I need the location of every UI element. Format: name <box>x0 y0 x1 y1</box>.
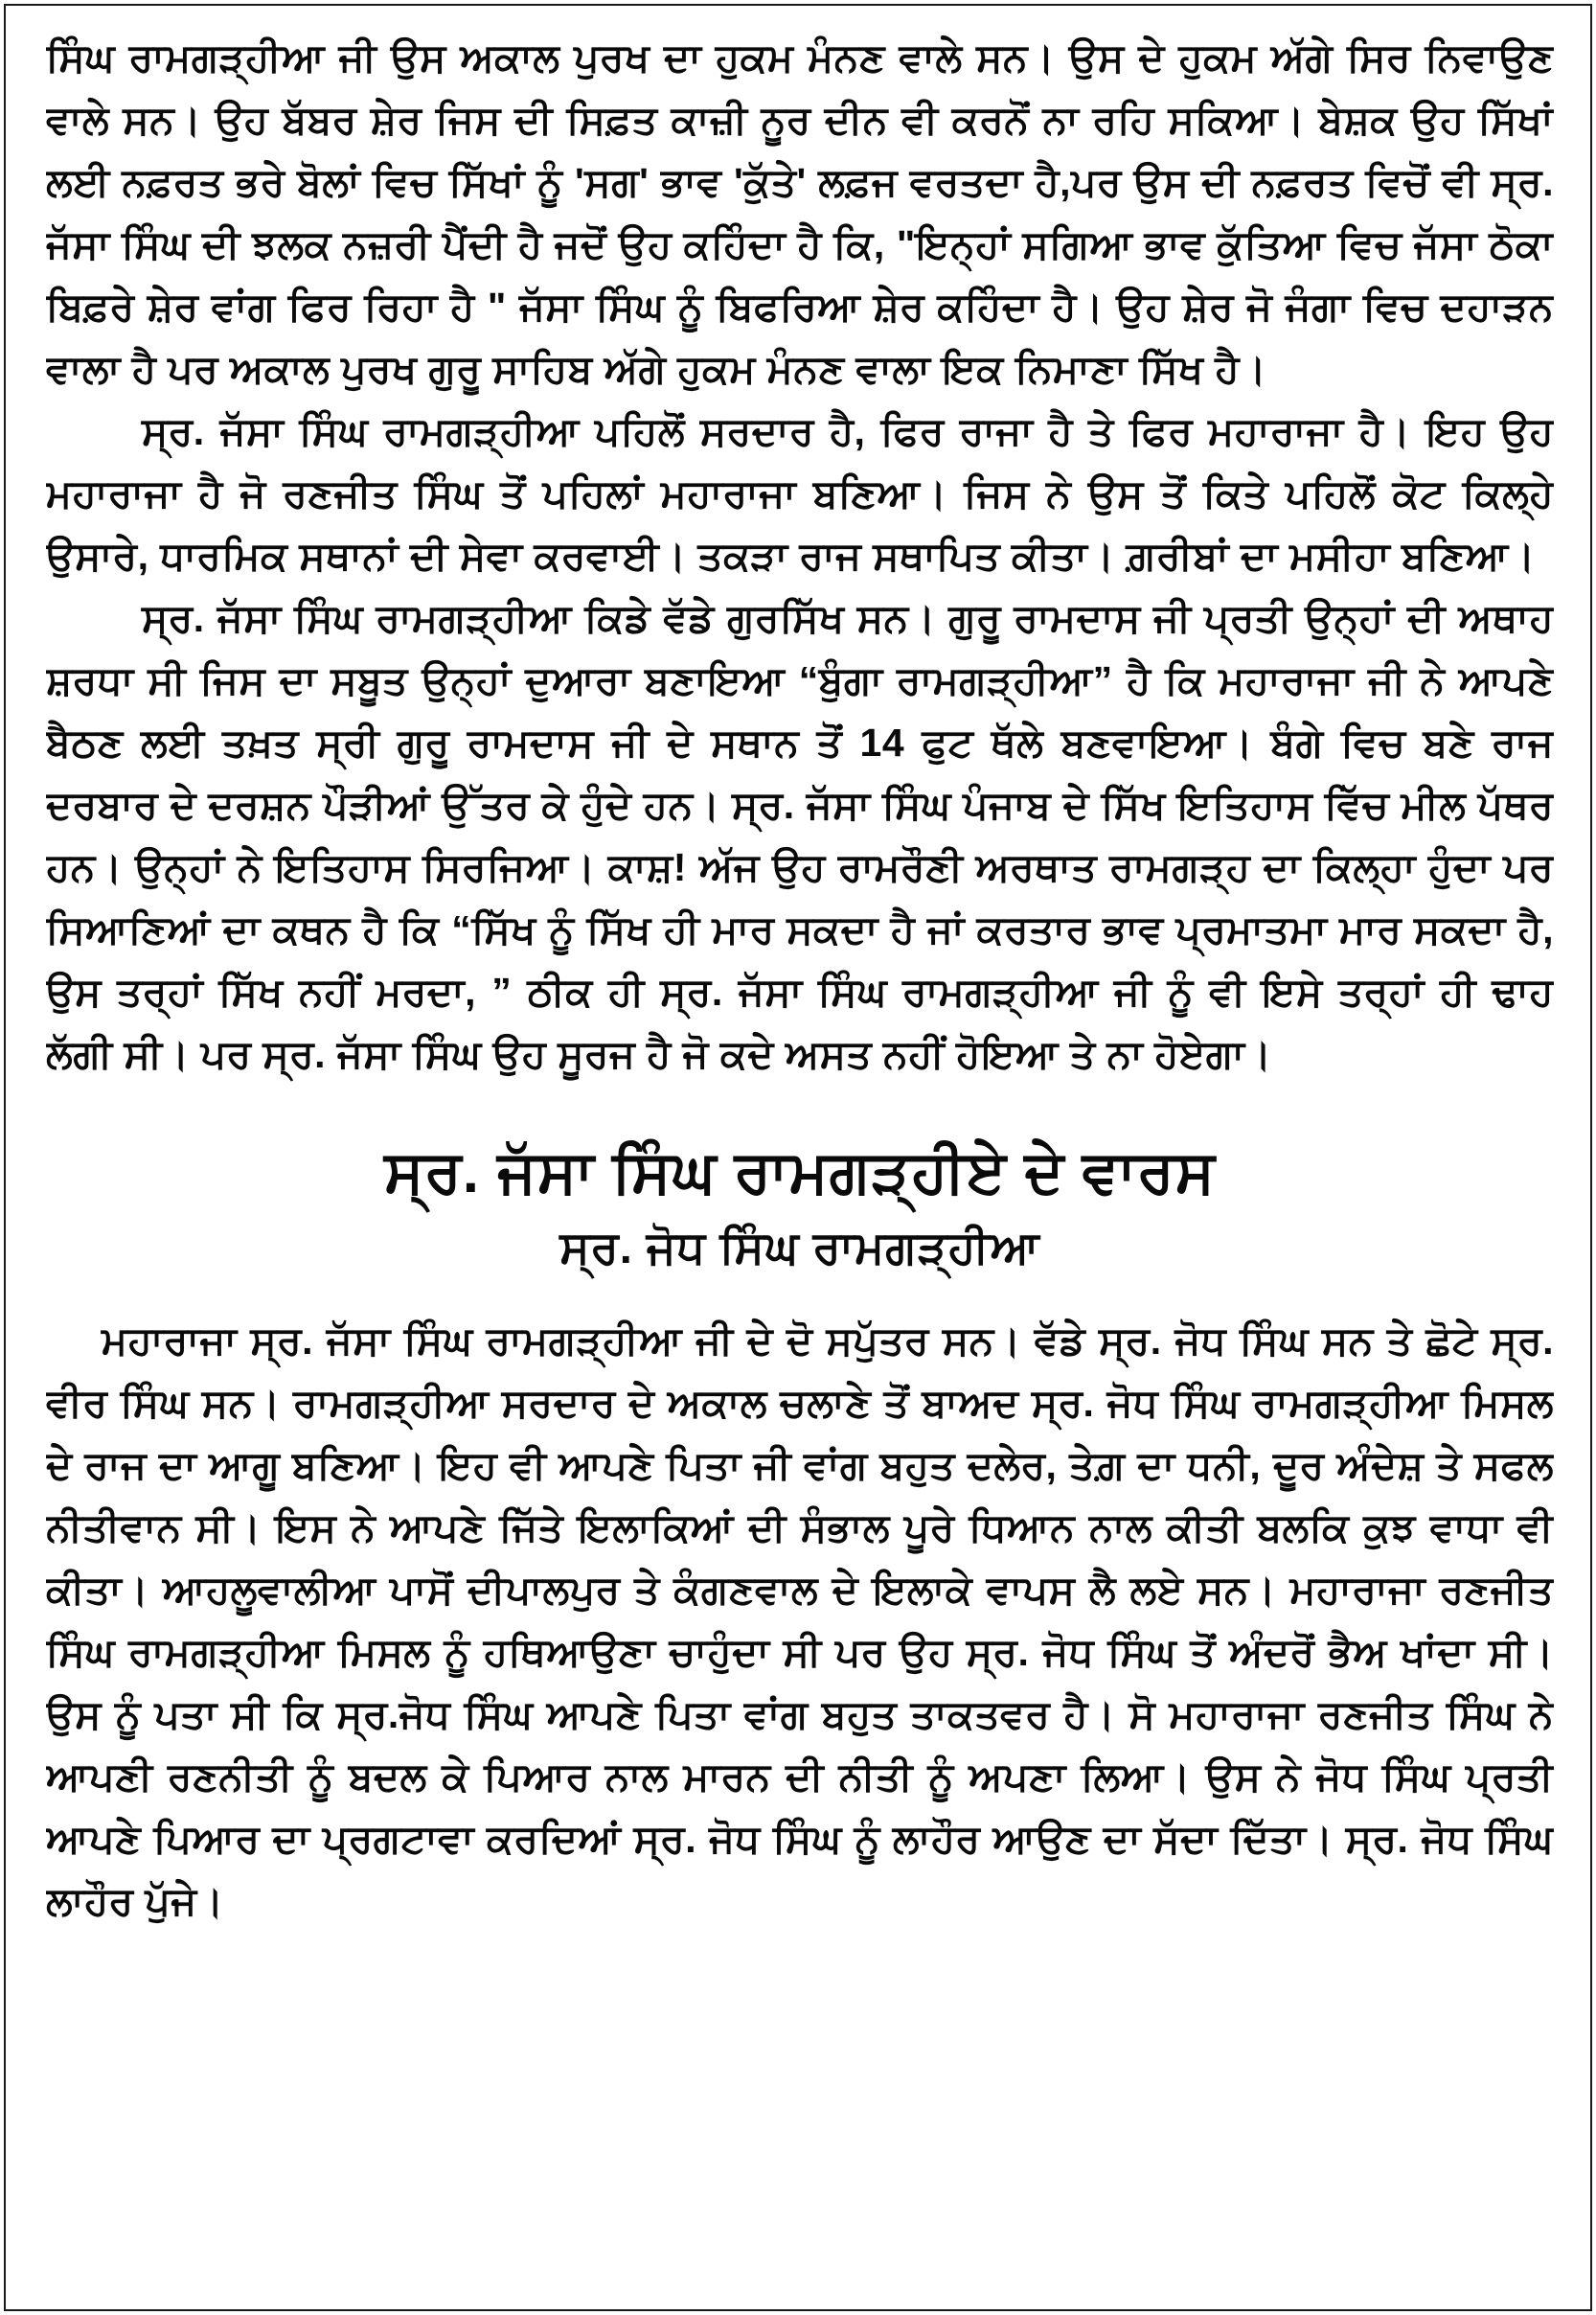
paragraph-gursikh-bunga-ramgarhia: ਸ੍ਰ. ਜੱਸਾ ਸਿੰਘ ਰਾਮਗੜ੍ਹੀਆ ਕਿਡੇ ਵੱਡੇ ਗੁਰਸਿੱਖ ਸਨ। ਗੁਰੂ ਰਾਮਦਾਸ ਜੀ ਪ੍ਰਤੀ ਉਨ੍ਹਾਂ ਦੀ ਅਥਾਹ ਸ਼ਰਧਾ ਸੀ ਜਿਸ ਦਾ ਸਬੂਤ ਉਨ੍ਹਾਂ ਦੁਆਰਾ ਬਣਾਇਆ “ਬੁੰਗਾ ਰਾਮਗੜ੍ਹੀਆ” ਹੈ ਕਿ ਮਹਾਰਾਜਾ ਜੀ ਨੇ ਆਪਣੇ ਬੈਠਣ ਲਈ ਤਖ਼ਤ ਸ੍ਰੀ ਗੁਰੂ ਰਾਮਦਾਸ ਜੀ ਦੇ ਸਥਾਨ ਤੋਂ 14 ਫੁਟ ਥੱਲੇ ਬਣਵਾਇਆ। ਬੰਗੇ ਵਿਚ ਬਣੇ ਰਾਜ ਦਰਬਾਰ ਦੇ ਦਰਸ਼ਨ ਪੌੜੀਆਂ ਉੱਤਰ ਕੇ ਹੁੰਦੇ ਹਨ। ਸ੍ਰ. ਜੱਸਾ ਸਿੰਘ ਪੰਜਾਬ ਦੇ ਸਿੱਖ ਇਤਿਹਾਸ ਵਿੱਚ ਮੀਲ ਪੱਥਰ ਹਨ। ਉਨ੍ਹਾਂ ਨੇ ਇਤਿਹਾਸ ਸਿਰਜਿਆ। ਕਾਸ਼! ਅੱਜ ਉਹ ਰਾਮਰੌਣੀ ਅਰਥਾਤ ਰਾਮਗੜ੍ਹ ਦਾ ਕਿਲ੍ਹਾ ਹੁੰਦਾ ਪਰ ਸਿਆਣਿਆਂ ਦਾ ਕਥਨ ਹੈ ਕਿ “ਸਿੱਖ ਨੂੰ ਸਿੱਖ ਹੀ ਮਾਰ ਸਕਦਾ ਹੈ ਜਾਂ ਕਰਤਾਰ ਭਾਵ ਪ੍ਰਮਾਤਮਾ ਮਾਰ ਸਕਦਾ ਹੈ, ਉਸ ਤਰ੍ਹਾਂ ਸਿੱਖ ਨਹੀਂ ਮਰਦਾ, ” ਠੀਕ ਹੀ ਸ੍ਰ. ਜੱਸਾ ਸਿੰਘ ਰਾਮਗੜ੍ਹੀਆ ਜੀ ਨੂੰ ਵੀ ਇਸੇ ਤਰ੍ਹਾਂ ਹੀ ਢਾਹ ਲੱਗੀ ਸੀ। ਪਰ ਸ੍ਰ. ਜੱਸਾ ਸਿੰਘ ਉਹ ਸੂਰਜ ਹੈ ਜੋ ਕਦੇ ਅਸਤ ਨਹੀਂ ਹੋਇਆ ਤੇ ਨਾ ਹੋਏਗਾ। <box>46 596 1554 1076</box>
paragraph-jodh-singh-misl: ਮਹਾਰਾਜਾ ਸ੍ਰ. ਜੱਸਾ ਸਿੰਘ ਰਾਮਗੜ੍ਹੀਆ ਜੀ ਦੇ ਦੋ ਸਪੁੱਤਰ ਸਨ। ਵੱਡੇ ਸ੍ਰ. ਜੋਧ ਸਿੰਘ ਸਨ ਤੇ ਛੋਟੇ ਸ੍ਰ. ਵੀਰ ਸਿੰਘ ਸਨ। ਰਾਮਗੜ੍ਹੀਆ ਸਰਦਾਰ ਦੇ ਅਕਾਲ ਚਲਾਣੇ ਤੋਂ ਬਾਅਦ ਸ੍ਰ. ਜੋਧ ਸਿੰਘ ਰਾਮਗੜ੍ਹੀਆ ਮਿਸਲ ਦੇ ਰਾਜ ਦਾ ਆਗੂ ਬਣਿਆ। ਇਹ ਵੀ ਆਪਣੇ ਪਿਤਾ ਜੀ ਵਾਂਗ ਬਹੁਤ ਦਲੇਰ, ਤੇਗ਼ ਦਾ ਧਨੀ, ਦੂਰ ਅੰਦੇਸ਼ ਤੇ ਸਫਲ ਨੀਤੀਵਾਨ ਸੀ। ਇਸ ਨੇ ਆਪਣੇ ਜਿੱਤੇ ਇਲਾਕਿਆਂ ਦੀ ਸੰਭਾਲ ਪੂਰੇ ਧਿਆਨ ਨਾਲ ਕੀਤੀ ਬਲਕਿ ਕੁਝ ਵਾਧਾ ਵੀ ਕੀਤਾ। ਆਹਲੂਵਾਲੀਆ ਪਾਸੋਂ ਦੀਪਾਲਪੁਰ ਤੇ ਕੰਗਣਵਾਲ ਦੇ ਇਲਾਕੇ ਵਾਪਸ ਲੈ ਲਏ ਸਨ। ਮਹਾਰਾਜਾ ਰਣਜੀਤ ਸਿੰਘ ਰਾਮਗੜ੍ਹੀਆ ਮਿਸਲ ਨੂੰ ਹਥਿਆਉਣਾ ਚਾਹੁੰਦਾ ਸੀ ਪਰ ਉਹ ਸ੍ਰ. ਜੋਧ ਸਿੰਘ ਤੋਂ ਅੰਦਰੋਂ ਭੈਅ ਖਾਂਦਾ ਸੀ। ਉਸ ਨੂੰ ਪਤਾ ਸੀ ਕਿ ਸ੍ਰ.ਜੋਧ ਸਿੰਘ ਆਪਣੇ ਪਿਤਾ ਵਾਂਗ ਬਹੁਤ ਤਾਕਤਵਰ ਹੈ। ਸੋ ਮਹਾਰਾਜਾ ਰਣਜੀਤ ਸਿੰਘ ਨੇ ਆਪਣੀ ਰਣਨੀਤੀ ਨੂੰ ਬਦਲ ਕੇ ਪਿਆਰ ਨਾਲ ਮਾਰਨ ਦੀ ਨੀਤੀ ਨੂੰ ਅਪਣਾ ਲਿਆ। ਉਸ ਨੇ ਜੋਧ ਸਿੰਘ ਪ੍ਰਤੀ ਆਪਣੇ ਪਿਆਰ ਦਾ ਪ੍ਰਗਟਾਵਾ ਕਰਦਿਆਂ ਸ੍ਰ. ਜੋਧ ਸਿੰਘ ਨੂੰ ਲਾਹੌਰ ਆਉਣ ਦਾ ਸੱਦਾ ਦਿੱਤਾ। ਸ੍ਰ. ਜੋਧ ਸਿੰਘ ਲਾਹੌਰ ਪੁੱਜੇ। <box>46 1318 1554 1923</box>
document-page <box>46 27 1554 2296</box>
paragraph-jassa-singh-akal-purakh: ਸਿੰਘ ਰਾਮਗੜ੍ਹੀਆ ਜੀ ਉਸ ਅਕਾਲ ਪੁਰਖ ਦਾ ਹੁਕਮ ਮੰਨਣ ਵਾਲੇ ਸਨ। ਉਸ ਦੇ ਹੁਕਮ ਅੱਗੇ ਸਿਰ ਨਿਵਾਉਣ ਵਾਲੇ ਸਨ। ਉਹ ਬੱਬਰ ਸ਼ੇਰ ਜਿਸ ਦੀ ਸਿਫ਼ਤ ਕਾਜ਼ੀ ਨੂਰ ਦੀਨ ਵੀ ਕਰਨੋਂ ਨਾ ਰਹਿ ਸਕਿਆ। ਬੇਸ਼ਕ ਉਹ ਸਿੱਖਾਂ ਲਈ ਨਫ਼ਰਤ ਭਰੇ ਬੋਲਾਂ ਵਿਚ ਸਿੱਖਾਂ ਨੂੰ 'ਸਗ' ਭਾਵ 'ਕੁੱਤੇ' ਲਫ਼ਜ ਵਰਤਦਾ ਹੈ,ਪਰ ਉਸ ਦੀ ਨਫ਼ਰਤ ਵਿਚੋਂ ਵੀ ਸ੍ਰ. ਜੱਸਾ ਸਿੰਘ ਦੀ ਝਲਕ ਨਜ਼ਰੀ ਪੈਂਦੀ ਹੈ ਜਦੋਂ ਉਹ ਕਹਿੰਦਾ ਹੈ ਕਿ, "ਇਨ੍ਹਾਂ ਸਗਿਆ ਭਾਵ ਕੁੱਤਿਆ ਵਿਚ ਜੱਸਾ ਠੋਕਾ ਬਿਫ਼ਰੇ ਸ਼ੇਰ ਵਾਂਗ ਫਿਰ ਰਿਹਾ ਹੈ " ਜੱਸਾ ਸਿੰਘ ਨੂੰ ਬਿਫਰਿਆ ਸ਼ੇਰ ਕਹਿੰਦਾ ਹੈ। ਉਹ ਸ਼ੇਰ ਜੋ ਜੰਗਾ ਵਿਚ ਦਹਾੜਨ ਵਾਲਾ ਹੈ ਪਰ ਅਕਾਲ ਪੁਰਖ ਗੁਰੂ ਸਾਹਿਬ ਅੱਗੇ ਹੁਕਮ ਮੰਨਣ ਵਾਲਾ ਇਕ ਨਿਮਾਣਾ ਸਿੱਖ ਹੈ। <box>46 35 1554 391</box>
section-heading-waris: ਸ੍ਰ. ਜੱਸਾ ਸਿੰਘ ਰਾਮਗੜ੍ਹੀਏ ਦੇ ਵਾਰਸ <box>384 1139 1216 1205</box>
sub-heading-jodh-singh: ਸ੍ਰ. ਜੋਧ ਸਿੰਘ ਰਾਮਗੜ੍ਹੀਆ <box>559 1222 1040 1272</box>
paragraph-sardar-raja-maharaja: ਸ੍ਰ. ਜੱਸਾ ਸਿੰਘ ਰਾਮਗੜ੍ਹੀਆ ਪਹਿਲੋਂ ਸਰਦਾਰ ਹੈ, ਫਿਰ ਰਾਜਾ ਹੈ ਤੇ ਫਿਰ ਮਹਾਰਾਜਾ ਹੈ। ਇਹ ਉਹ ਮਹਾਰਾਜਾ ਹੈ ਜੋ ਰਣਜੀਤ ਸਿੰਘ ਤੋਂ ਪਹਿਲਾਂ ਮਹਾਰਾਜਾ ਬਣਿਆ। ਜਿਸ ਨੇ ਉਸ ਤੋਂ ਕਿਤੇ ਪਹਿਲੋਂ ਕੋਟ ਕਿਲ੍ਹੇ ਉਸਾਰੇ, ਧਾਰਮਿਕ ਸਥਾਨਾਂ ਦੀ ਸੇਵਾ ਕਰਵਾਈ। ਤਕੜਾ ਰਾਜ ਸਥਾਪਿਤ ਕੀਤਾ। ਗ਼ਰੀਬਾਂ ਦਾ ਮਸੀਹਾ ਬਣਿਆ। <box>46 409 1554 578</box>
